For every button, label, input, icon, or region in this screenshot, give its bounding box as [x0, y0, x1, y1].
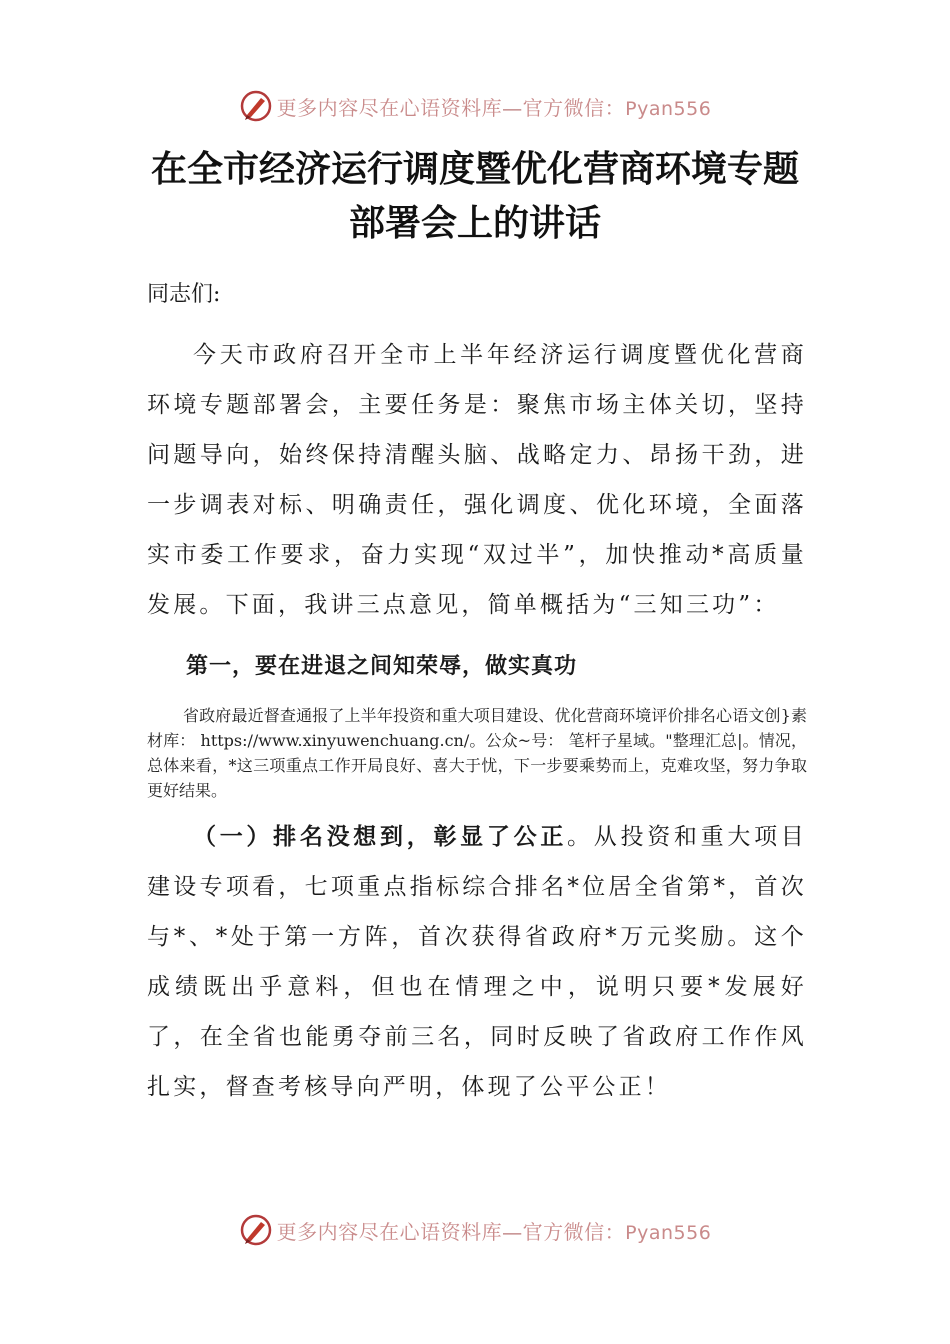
pen-logo-icon [239, 89, 273, 123]
banner-dash: — [502, 95, 523, 120]
pen-logo-icon [239, 1213, 273, 1247]
paragraph-intro [147, 330, 807, 630]
banner-wechat-id: Pyan556 [625, 97, 712, 120]
document-title [100, 142, 850, 250]
paragraph-intro-text: 今天市政府召开全市上半年经济运行调度暨优化营商环境专题部署会，主要任务是：聚焦市场主体关切，坚持问题导向，始终保持清醒头脑、战略定力、昂扬干劲，进一步调表对标、明确责任，强化调度、优化环境，全面落实市委工作要求，奋力实现“双过半”，加快推动*高质量发展。下面，我讲三点意见，简单概括为“三知三功”： [147, 342, 807, 618]
small-print-paragraph [147, 703, 807, 803]
banner-wechat-label: 官方微信： [522, 1219, 626, 1244]
banner-wechat-label: 官方微信： [522, 95, 626, 120]
paragraph-ranking-text: 。从投资和重大项目建设专项看，七项重点指标综合排名*位居全省第*，首次与*、*处于第一方阵，首次获得省政府*万元奖励。这个成绩既出乎意料，但也在情理之中，说明只要*发展好了，在全省也能勇夺前三名，同时反映了省政府工作作风扎实，督查考核导向严明，体现了公平公正！ [147, 824, 807, 1100]
banner-main-text: 更多内容尽在心语资料库 [276, 95, 503, 120]
banner-text [277, 1216, 712, 1245]
paragraph-ranking [147, 812, 807, 1112]
banner-main-text: 更多内容尽在心语资料库 [276, 1219, 503, 1244]
title-line-1: 在全市经济运行调度暨优化营商环境专题 [150, 148, 799, 190]
section-heading-1: 第一，要在进退之间知荣辱，做实真功 [186, 653, 578, 679]
banner-text [277, 92, 712, 121]
greeting: 同志们: [147, 282, 221, 307]
title-line-2: 部署会上的讲话 [348, 202, 601, 244]
banner-wechat-id: Pyan556 [625, 1221, 712, 1244]
header-watermark-banner [0, 86, 950, 126]
footer-watermark-banner [0, 1210, 950, 1250]
small-print-text: 省政府最近督查通报了上半年投资和重大项目建设、优化营商环境评价排名心语文创}素材库： https://www.xinyuwenchuang.cn/。公众~号： 笔杆子星域。"整理汇总|。情况，总体来看，*这三项重点工作开局良好、喜大于忧，下一步要乘势而上，克难攻坚，努力争取更好结果。 [147, 706, 807, 800]
banner-dash: — [502, 1219, 523, 1244]
paragraph-ranking-lead: （一）排名没想到，彰显了公正 [193, 823, 568, 850]
